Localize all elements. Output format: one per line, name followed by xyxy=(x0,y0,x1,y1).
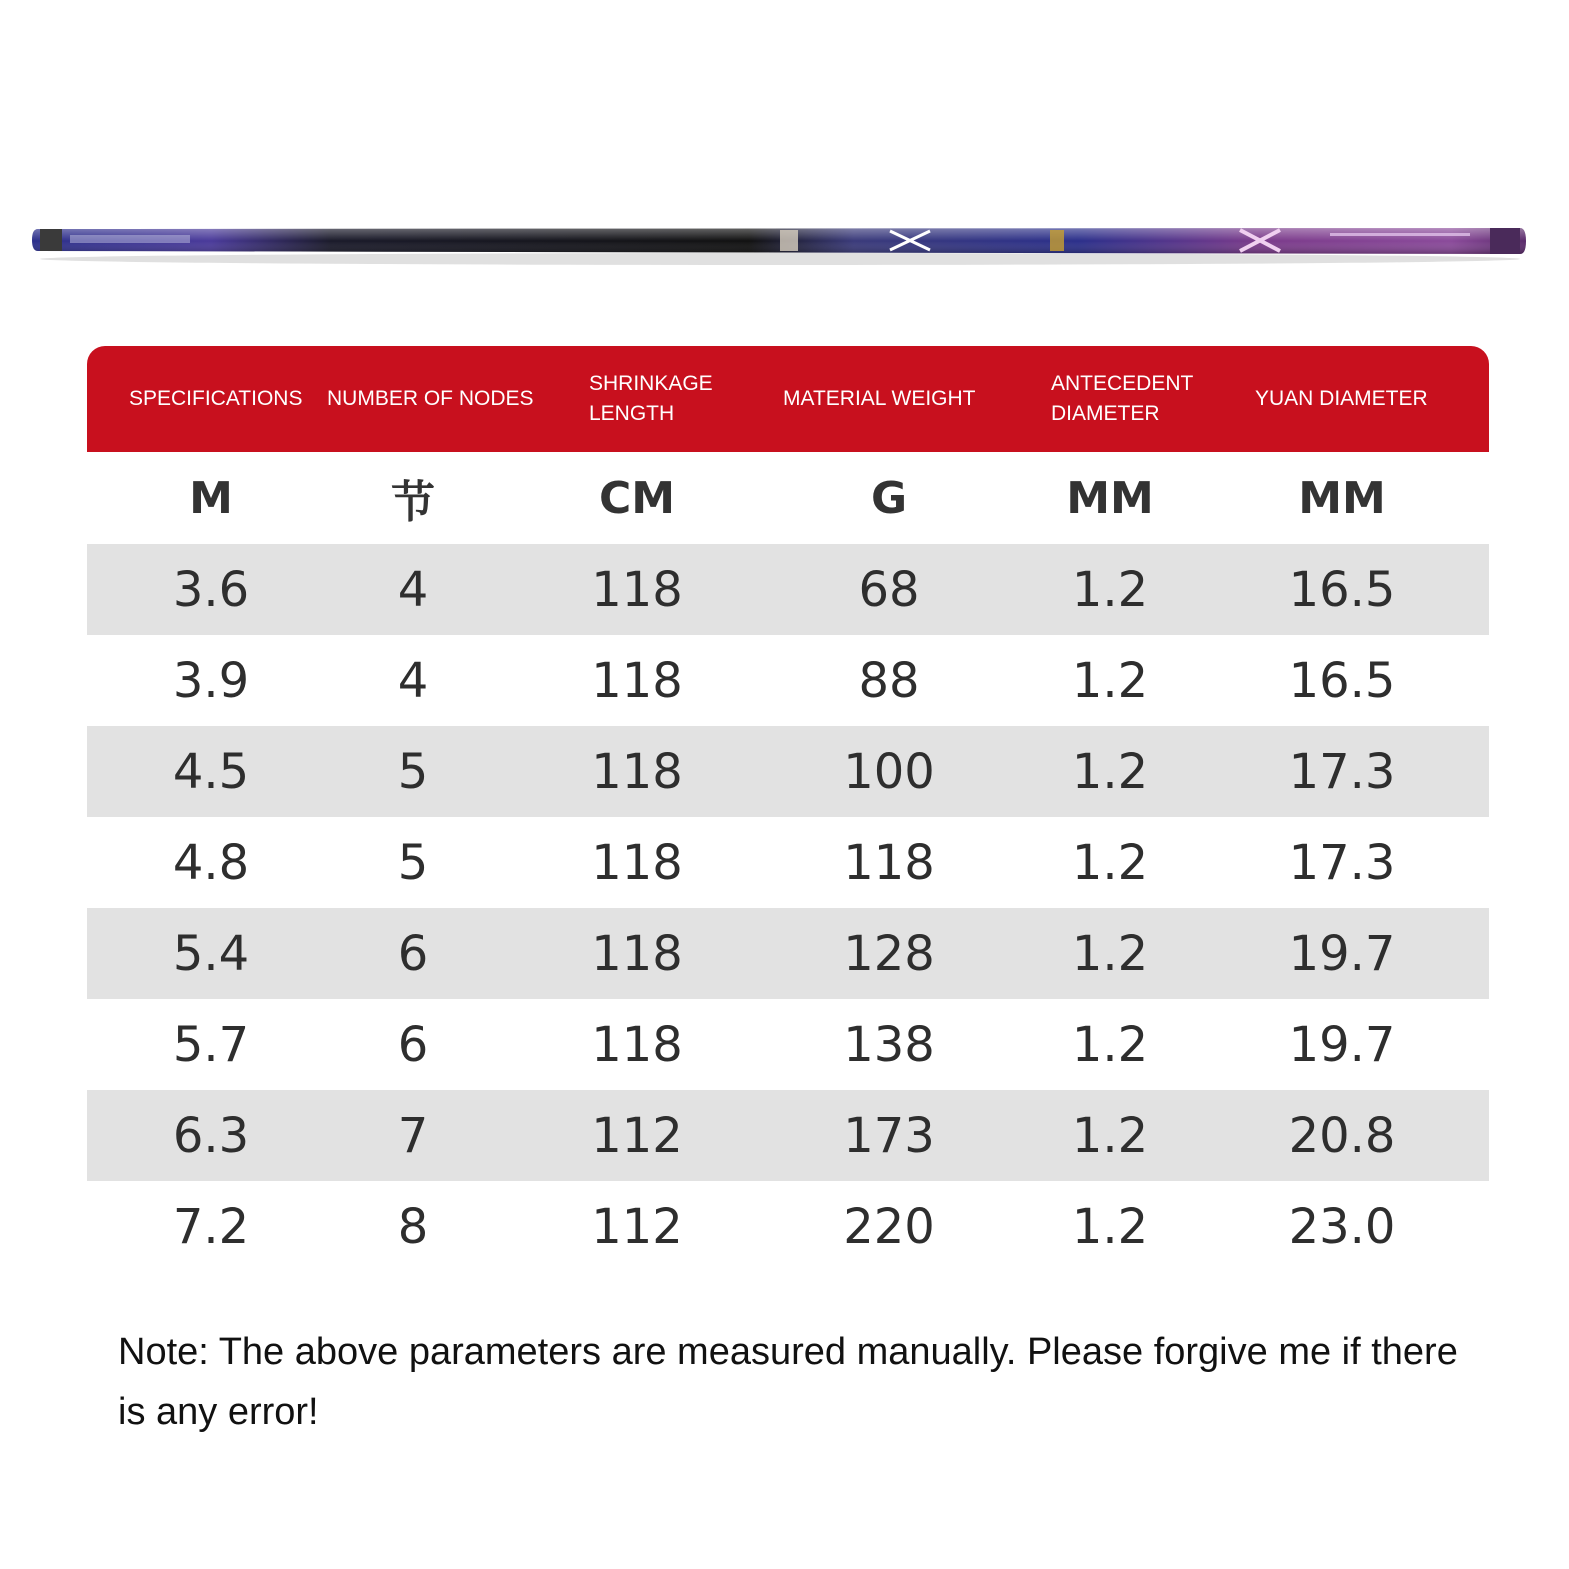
header-material-weight: MATERIAL WEIGHT xyxy=(783,387,976,410)
table-cell: 118 xyxy=(843,834,935,891)
table-cell: 6 xyxy=(397,925,429,982)
unit-cell: MM xyxy=(1298,472,1386,524)
table-cell: 118 xyxy=(591,652,683,709)
table-cell: 3.9 xyxy=(172,652,250,709)
header-shrinkage-length: SHRINKAGE LENGTH xyxy=(589,372,713,425)
table-cell: 1.2 xyxy=(1071,1198,1149,1255)
unit-cell: CM xyxy=(598,472,676,524)
table-row xyxy=(87,1181,1489,1272)
table-cell: 4.8 xyxy=(172,834,250,891)
table-row xyxy=(87,999,1489,1090)
table-cell: 19.7 xyxy=(1288,1016,1396,1073)
table-cell: 1.2 xyxy=(1071,652,1149,709)
table-row xyxy=(87,726,1489,817)
header-specifications: SPECIFICATIONS xyxy=(129,387,303,410)
table-cell: 118 xyxy=(591,561,683,618)
spec-table xyxy=(87,346,1489,1272)
table-cell: 5 xyxy=(397,834,429,891)
table-cell: 6.3 xyxy=(172,1107,250,1164)
units-row xyxy=(87,452,1489,544)
table-cell: 17.3 xyxy=(1288,834,1396,891)
table-cell: 1.2 xyxy=(1071,743,1149,800)
table-cell: 6 xyxy=(397,1016,429,1073)
table-cell: 1.2 xyxy=(1071,1016,1149,1073)
table-cell: 7.2 xyxy=(172,1198,250,1255)
unit-cell: MM xyxy=(1066,472,1154,524)
table-cell: 138 xyxy=(843,1016,935,1073)
table-cell: 118 xyxy=(591,925,683,982)
table-cell: 100 xyxy=(843,743,935,800)
table-cell: 118 xyxy=(591,834,683,891)
table-cell: 7 xyxy=(397,1107,429,1164)
table-cell: 8 xyxy=(397,1198,429,1255)
table-cell: 128 xyxy=(843,925,935,982)
table-row xyxy=(87,544,1489,635)
table-row xyxy=(87,635,1489,726)
table-cell: 1.2 xyxy=(1071,834,1149,891)
table-cell: 5 xyxy=(397,743,429,800)
table-cell: 112 xyxy=(591,1107,683,1164)
table-cell: 20.8 xyxy=(1288,1107,1396,1164)
measurement-note: Note: The above parameters are measured manually. Please forgive me if there is any error! xyxy=(118,1331,1458,1433)
table-cell: 3.6 xyxy=(172,561,250,618)
table-cell: 68 xyxy=(858,561,920,618)
fishing-rod-image xyxy=(30,215,1530,275)
table-cell: 16.5 xyxy=(1288,652,1396,709)
table-header xyxy=(87,346,1489,452)
table-cell: 4.5 xyxy=(172,743,250,800)
table-cell: 23.0 xyxy=(1288,1198,1396,1255)
header-yuan-diameter: YUAN DIAMETER xyxy=(1255,387,1428,410)
table-row xyxy=(87,817,1489,908)
unit-cell: M xyxy=(189,472,233,524)
table-cell: 19.7 xyxy=(1288,925,1396,982)
unit-cell: 节 xyxy=(391,477,435,528)
header-antecedent-diameter: ANTECEDENT DIAMETER xyxy=(1051,372,1194,425)
header-number-of-nodes: NUMBER OF NODES xyxy=(327,387,534,410)
table-cell: 5.4 xyxy=(172,925,250,982)
table-cell: 88 xyxy=(858,652,920,709)
table-cell: 118 xyxy=(591,1016,683,1073)
table-cell: 5.7 xyxy=(172,1016,250,1073)
table-cell: 1.2 xyxy=(1071,561,1149,618)
unit-cell: G xyxy=(870,472,908,524)
table-cell: 118 xyxy=(591,743,683,800)
table-cell: 4 xyxy=(397,561,429,618)
table-row xyxy=(87,1090,1489,1181)
table-cell: 17.3 xyxy=(1288,743,1396,800)
table-cell: 16.5 xyxy=(1288,561,1396,618)
table-row xyxy=(87,908,1489,999)
table-cell: 1.2 xyxy=(1071,925,1149,982)
table-cell: 173 xyxy=(843,1107,935,1164)
table-cell: 112 xyxy=(591,1198,683,1255)
table-cell: 220 xyxy=(843,1198,935,1255)
table-cell: 1.2 xyxy=(1071,1107,1149,1164)
table-cell: 4 xyxy=(397,652,429,709)
